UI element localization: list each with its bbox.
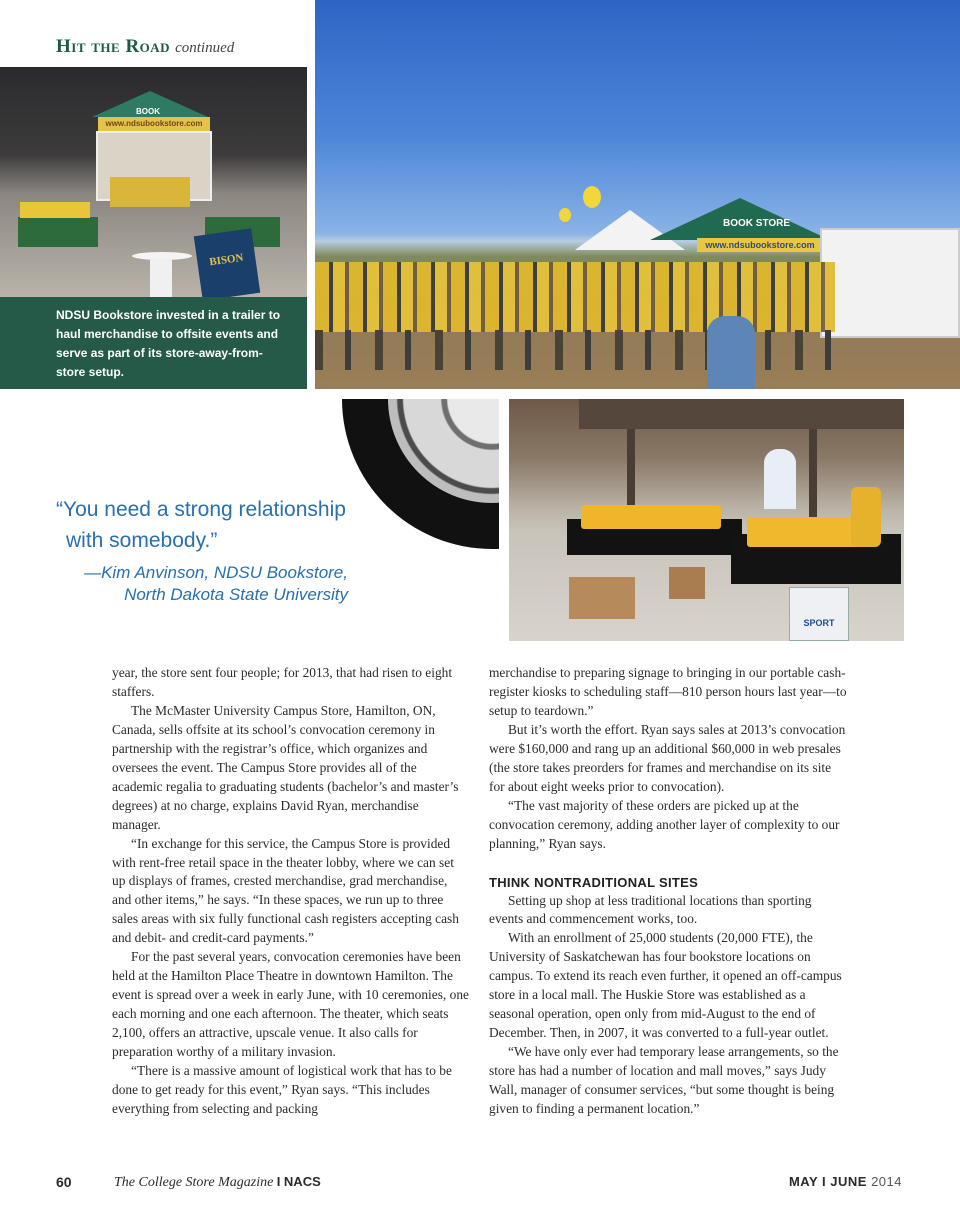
paragraph: “The vast majority of these orders are picked up at the convocation ceremony, adding another layer of complexity to our planning,” Ryan says.	[489, 797, 840, 851]
paragraph: year, the store sent four people; for 2013, that had risen to eight staffers.	[112, 665, 453, 699]
man-on-phone	[707, 316, 755, 389]
photo-tailgate	[315, 0, 960, 389]
paragraph: But it’s worth the effort. Ryan says sales at 2013’s convocation were $160,000 and rang up an additional $60,000 in web presales (the store takes preorders for frames and merchandise on its site for about eight weeks prior to convocation).	[489, 721, 846, 794]
paragraph: For the past several years, convocation ceremonies have been held at the Hamilton Place Theatre in downtown Hamilton. The event is spread over a week in early June, with 10 ceremonies, one each morning and one each afternoon. The theater, which seats 2,100, offers an attractive, upscale venue. It also calls for preparation worthy of a military invasion.	[112, 949, 469, 1060]
paragraph: Setting up shop at less traditional locations than sporting events and commencement works, too.	[489, 892, 812, 927]
paragraph: “There is a massive amount of logistical work that has to be done to get ready for this event,” Ryan says. “This includes everything from selecting and packing	[112, 1063, 452, 1116]
hanging-jacket	[851, 487, 881, 547]
paragraph: With an enrollment of 25,000 students (20,000 FTE), the University of Saskatchewan has four bookstore locations on campus. To extend its reach even further, it opened an off-campus store in a local mall. The Huskie Store was established as a seasonal operation, open only from mid-August to the end of December. Then, in 2007, it was converted to a full-year outlet.	[489, 930, 842, 1041]
pull-quote-line-2: with somebody.”	[66, 529, 218, 552]
magazine-name	[114, 1174, 321, 1191]
section-title: Hit the Road	[56, 36, 171, 57]
booth-tent-label: BOOK	[136, 107, 160, 116]
photo-trailer-wheel	[340, 399, 499, 558]
subhead: THINK NONTRADITIONAL SITES	[489, 874, 699, 890]
paragraph: The McMaster University Campus Store, Hamilton, ON, Canada, sells offsite at its school’s convocation ceremony in partnership with the registrar’s office, which organizes and oversees the event. The Campus Store provides all of the academic regalia to graduating students (bachelor’s and master’s degrees) at no charge, explains David Ryan, merchandise manager.	[112, 702, 459, 832]
pull-quote-line-1: “You need a strong relationship	[56, 498, 346, 521]
footer-separator: I	[276, 1174, 281, 1189]
pull-quote	[56, 494, 356, 606]
vendor-person	[764, 449, 796, 509]
cardboard-box	[569, 577, 635, 619]
photo-arena-booth	[0, 67, 307, 297]
booth-merch	[110, 177, 190, 207]
crowd	[315, 262, 835, 332]
pull-quote-attribution-2: North Dakota State University	[124, 585, 348, 604]
pavilion-post	[809, 429, 817, 524]
storage-bin: SPORT	[789, 587, 849, 641]
booth-merch-left	[20, 202, 90, 218]
shirt-stack	[581, 505, 721, 529]
page-number: 60	[56, 1174, 72, 1190]
page-footer	[56, 1174, 902, 1194]
paragraph: merchandise to preparing signage to bringing in our portable cash-register kiosks to scheduling staff—810 person hours last year—to setup to teardown.”	[489, 665, 847, 718]
balloon	[583, 186, 601, 208]
issue-months: MAY I JUNE	[788, 1174, 867, 1189]
booth-table-left	[18, 217, 98, 247]
org-name: NACS	[283, 1174, 321, 1189]
shirt-stack	[747, 517, 867, 547]
magazine-title: The College Store Magazine	[114, 1175, 274, 1190]
crowd-legs	[315, 330, 835, 370]
pull-quote-attribution-1: —Kim Anvinson, NDSU Bookstore,	[84, 563, 348, 582]
booth-banner: www.ndsubookstore.com	[98, 117, 210, 131]
photo-merch-tables	[509, 399, 904, 641]
tent-banner: www.ndsubookstore.com	[697, 238, 823, 252]
booth-bison-sign: BISON	[194, 228, 260, 297]
section-header	[56, 36, 234, 58]
pavilion-roof	[579, 399, 904, 429]
merchandise-trailer	[820, 228, 960, 338]
article-column-right	[489, 664, 849, 1119]
section-suffix: continued	[175, 40, 235, 56]
tent-label: BOOK STORE	[723, 218, 791, 229]
balloon	[559, 208, 571, 222]
issue-date	[789, 1174, 902, 1189]
issue-year: 2014	[871, 1174, 902, 1189]
paragraph: “In exchange for this service, the Campus Store is provided with rent-free retail space in the theater lobby, where we can set up displays of frames, crested merchandise, grad merchandise, and other items,” he says. “In these spaces, we run up to three sales areas with six fully functional cash registers accepting cash and debit- and credit-card payments.”	[112, 835, 459, 946]
photo-caption: NDSU Bookstore invested in a trailer to haul merchandise to offsite events and serve as part of its store-away-from-store setup.	[0, 297, 307, 389]
booth-high-table-base	[150, 259, 172, 297]
cardboard-box	[669, 567, 705, 599]
article-column-left	[112, 664, 470, 1119]
paragraph: “We have only ever had temporary lease arrangements, so the store has had a number of location and mall moves,” says Judy Wall, manager of consumer services, “but some thought is being given to finding a permanent location.”	[489, 1044, 839, 1117]
